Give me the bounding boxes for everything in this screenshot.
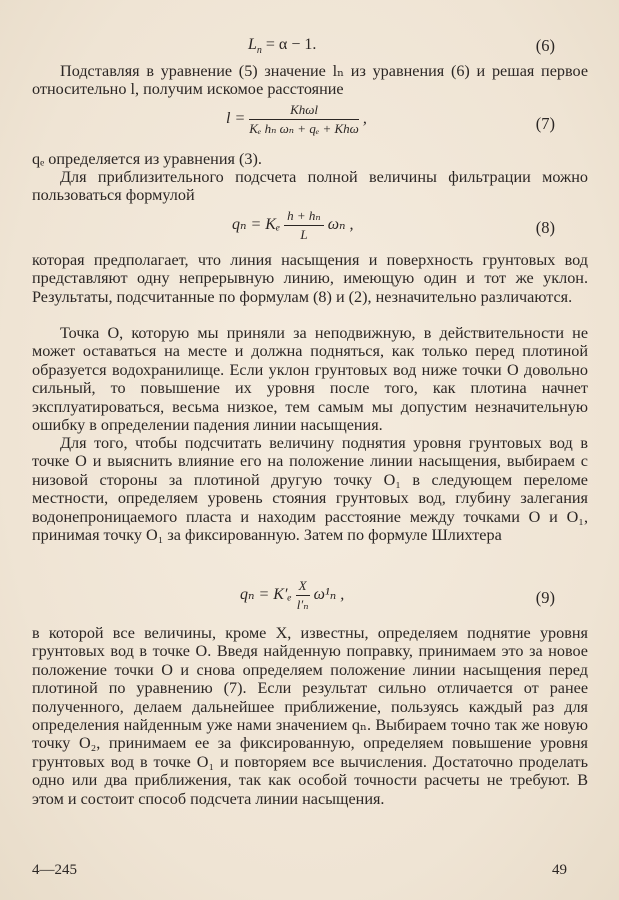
formula-7-tail: , [362,110,367,128]
formula-7-number: (7) [535,114,555,133]
formula-9-numerator: X [296,578,310,596]
paragraph-5: Точка O, которую мы приняли за неподвижную, в действительности не может оставаться на месте и должна подняться, как только перед плотиной образуется водохранилище. Если уклон грунтовых вод ниже точки O довольно сильный, то повышение их уровня после того, как плотина начнет эксплуатироваться, весьма низкое, тем самым мы допустим незначительную ошибку в определении падения линии насыщения. [32,324,588,435]
paragraph-3: Для приблизительного подсчета полной величины фильтрации можно пользоваться формулой [32,168,588,205]
formula-9-denominator: l′ₙ [296,597,309,612]
formula-9-number: (9) [535,588,555,607]
formula-8 [0,206,619,246]
paragraph-1: Подставляя в уравнение (5) значение lₙ из уравнения (6) и решая первое относительно l, получим искомое расстояние [32,62,588,99]
formula-8-tail: ωₙ , [327,216,354,234]
paragraph-6: Для того, чтобы подсчитать величину поднятия уровня грунтовых вод в точке O и выяснить влияние его на положение линии насыщения, выбираем с низовой стороны за плотиной другую точку O₁ в следующем переломе местности, определяем уровень стояния грунтовых вод, глубину залегания водонепроницаемого пласта и находим расстояние между точками O и O₁, принимая точку O₁ за фиксированную. Затем по формуле Шлихтера [32,434,588,545]
formula-6-lhs-sub: n [256,45,262,57]
paragraph-7: в которой все величины, кроме X, известны, определяем поднятие уровня грунтовых вод в точке O. Введя найденную поправку, принимаем это за новое положение точки O и снова определяем положение линии насыщения перед плотиной по уравнению (7). Если результат сильно отличается от ранее полученного, делаем дальнейшее приближение, пользуясь каждый раз для определения найденным уже нами значением qₙ. Выбираем точно так же новую точку O₂, принимаем ее за фиксированную, определяем повышение уровня грунтовых вод в точке O₁ и повторяем все вычисления. Достаточно проделать одно или два приближения, так как особой точности расчеты не требуют. В этом и состоит способ подсчета линии насыщения. [32,624,588,808]
formula-7-numerator: Khωl [249,102,359,120]
formula-9 [0,578,619,618]
formula-8-lhs: qₙ = Kₑ [232,216,281,234]
formula-8-numerator: h + hₙ [284,208,324,226]
formula-7-denominator: Kₑ hₙ ωₙ + qₑ + Khω [249,121,359,136]
formula-6-number: (6) [535,36,555,55]
paragraph-2: qₑ определяется из уравнения (3). [32,150,262,168]
formula-8-number: (8) [535,218,555,237]
formula-9-tail: ω¹ₙ , [313,586,345,604]
formula-7 [0,102,619,142]
formula-7-lhs: l = [226,110,246,128]
formula-6-rhs: = α − 1. [265,36,317,53]
paragraph-4: которая предполагает, что линия насыщения и поверхность грунтовых вод представляют одну непрерывную линию, имеющую один и тот же уклон. Результаты, подсчитанные по формулам (8) и (2), незначительно различаются. [32,251,588,306]
formula-9-lhs: qₙ = K′ₑ [240,586,292,604]
printer-signature: 4—245 [32,862,77,878]
formula-8-denominator: L [300,227,308,242]
formula-6-lhs: L [248,36,257,53]
page-number: 49 [552,862,567,878]
